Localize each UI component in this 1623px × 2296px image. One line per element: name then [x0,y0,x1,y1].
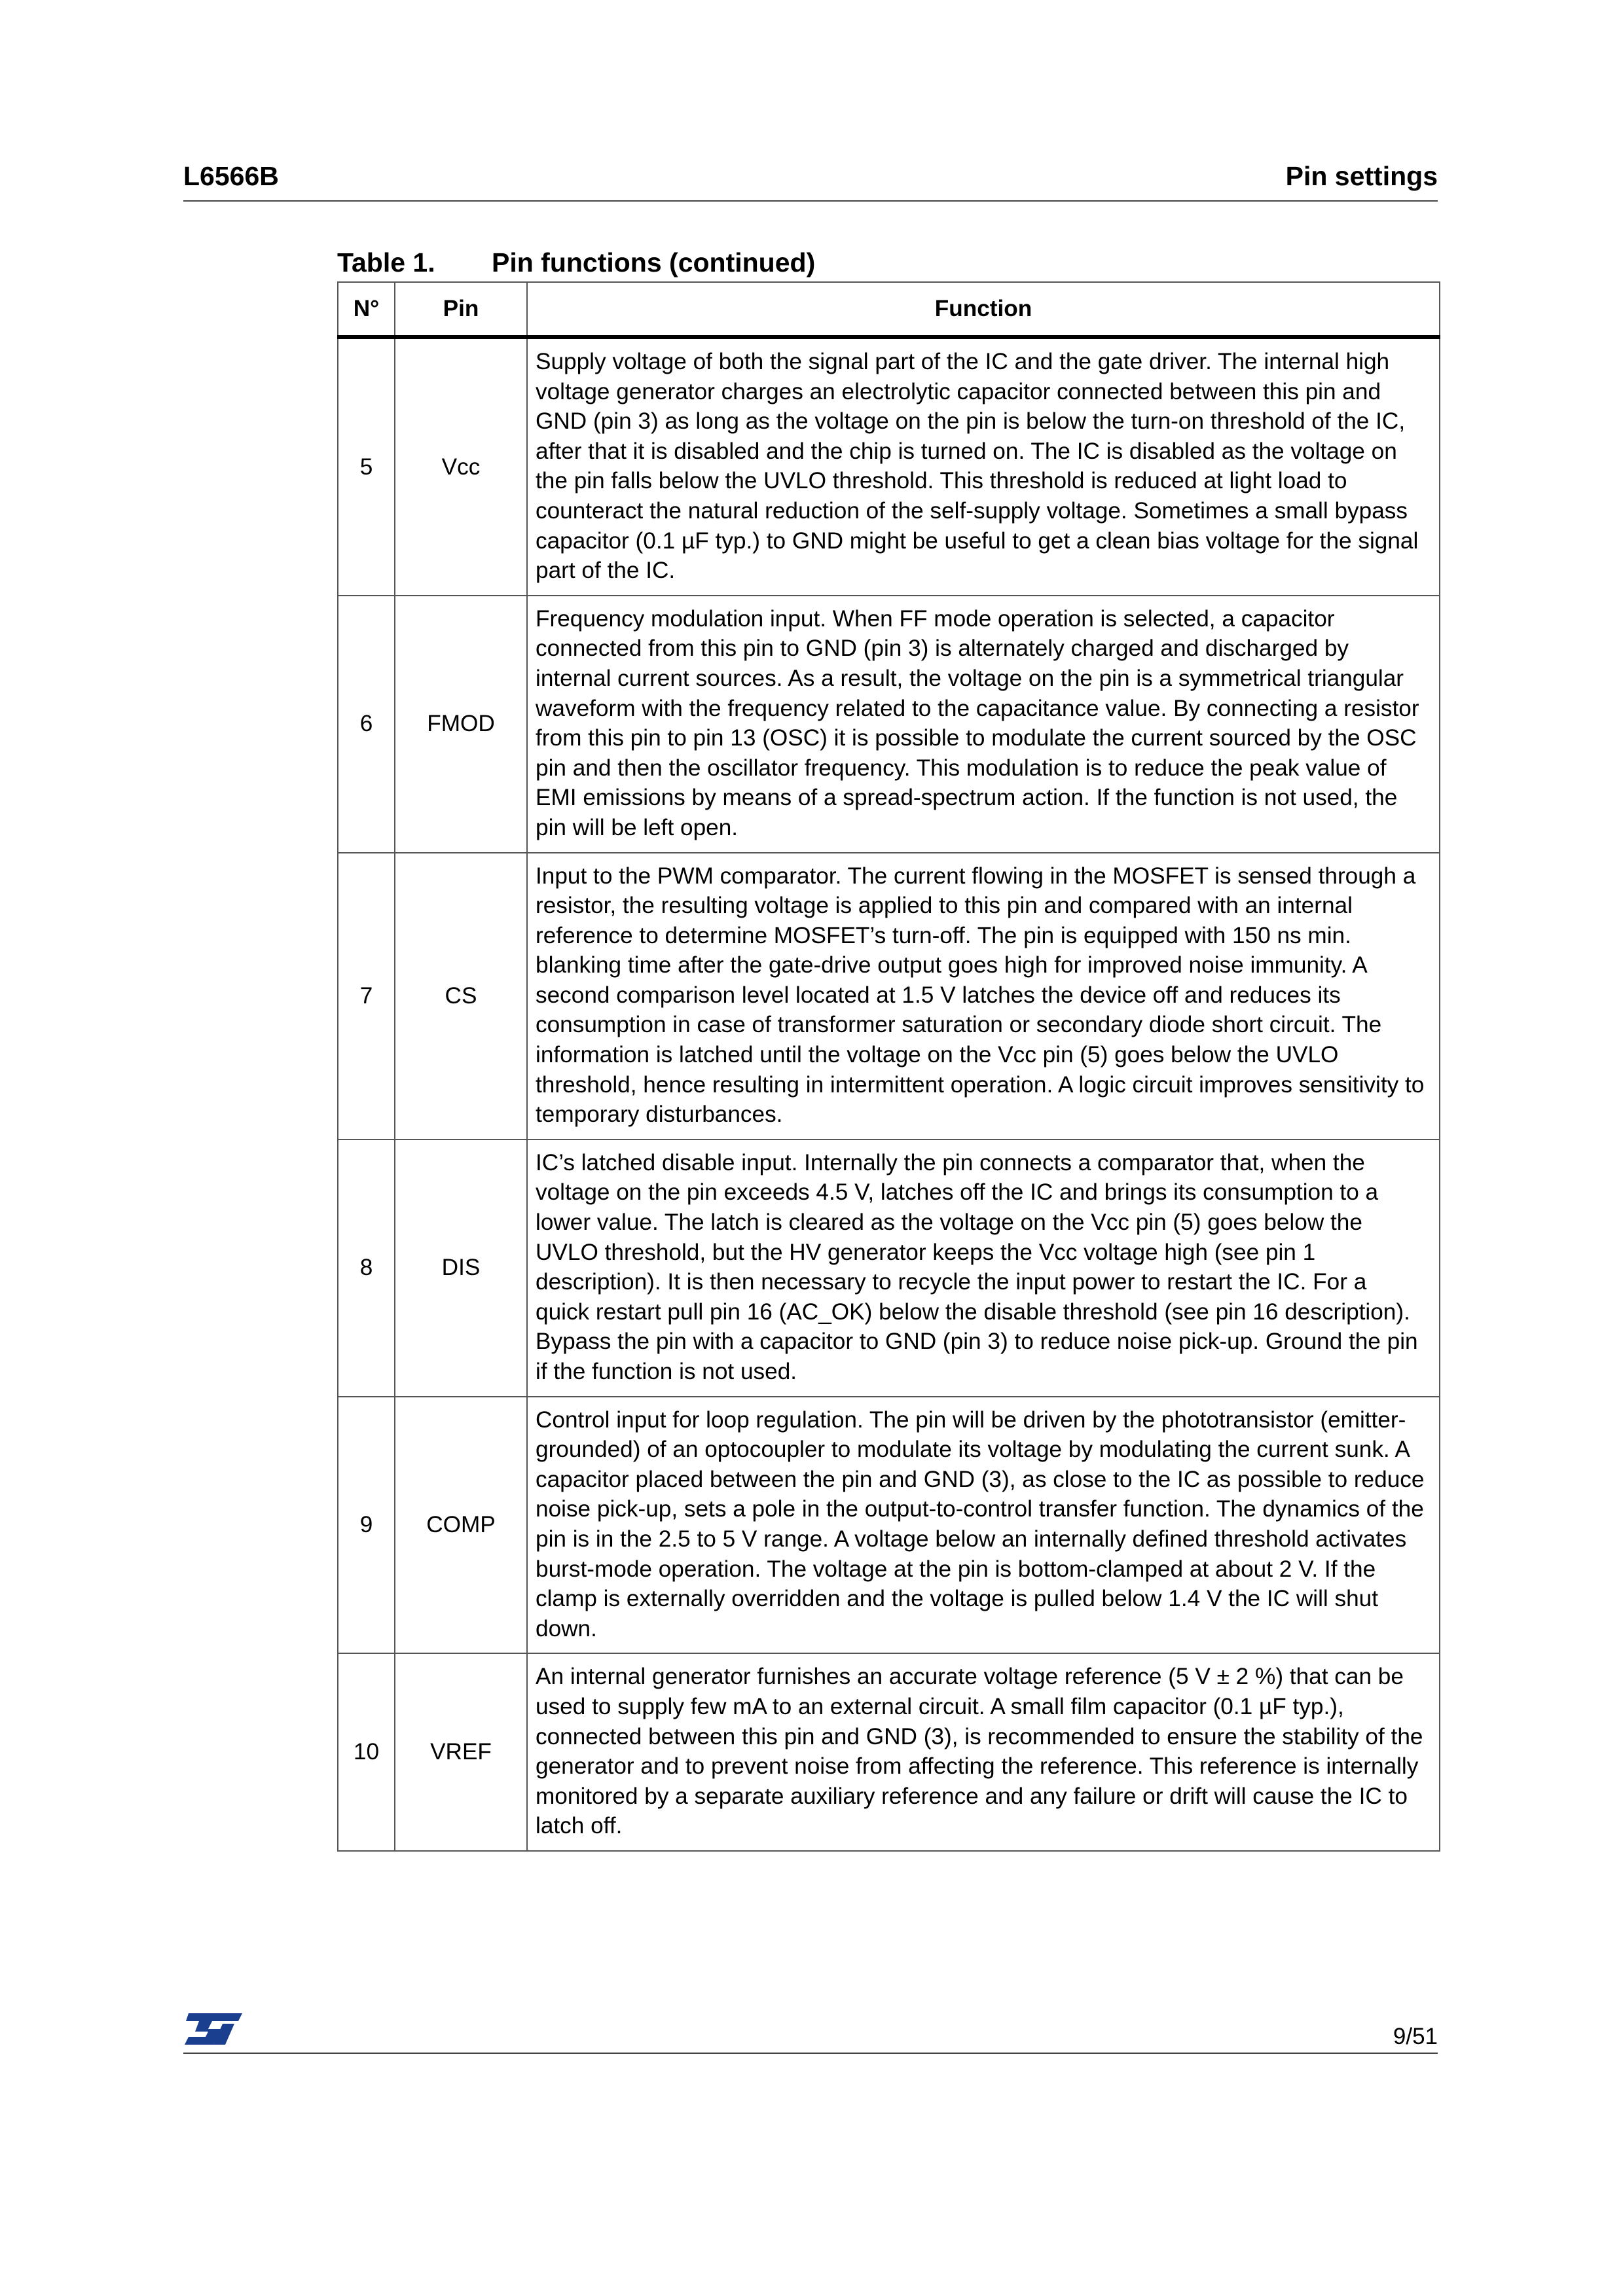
pin-name: COMP [395,1397,527,1654]
table-row [338,337,1440,596]
table-row [338,1653,1440,1851]
pin-name: DIS [395,1139,527,1397]
pin-name: CS [395,853,527,1139]
pin-name: FMOD [395,596,527,853]
page-number: 9/51 [1393,2024,1438,2049]
table-row [338,1397,1440,1654]
table-caption [337,247,815,278]
pin-number: 9 [338,1397,395,1654]
pin-function: Control input for loop regulation. The pin will be driven by the phototransistor (emitter-grounded) of an optocoupler to modulate its voltage by modulating the current sunk. A capacitor placed between the pin and GND (3), as close to the IC as possible to reduce noise pick-up, sets a pole in the output-to-control transfer function. The dynamics of the pin is in the 2.5 to 5 V range. A voltage below an internally defined threshold activates burst-mode operation. The voltage at the pin is bottom-clamped at about 2 V. If the clamp is externally overridden and the voltage is pulled below 1.4 V the IC will shut down. [527,1397,1440,1654]
column-header-pin: Pin [395,282,527,337]
document-id: L6566B [183,161,279,191]
table-caption-number: Table 1. [337,247,435,278]
pin-number: 7 [338,853,395,1139]
pin-name: VREF [395,1653,527,1851]
pin-number: 10 [338,1653,395,1851]
pin-number: 8 [338,1139,395,1397]
pin-number: 6 [338,596,395,853]
footer-divider [183,2053,1438,2054]
table-caption-title: Pin functions (continued) [492,247,816,278]
pin-function: Supply voltage of both the signal part of the IC and the gate driver. The internal high voltage generator charges an electrolytic capacitor connected between this pin and GND (pin 3) as long as the voltage on the pin is below the turn-on threshold of the IC, after that it is disabled and the chip is turned on. The IC is disabled as the voltage on the pin falls below the UVLO threshold. This threshold is reduced at light load to counteract the natural reduction of the self-supply voltage. Sometimes a small bypass capacitor (0.1 µF typ.) to GND might be useful to get a clean bias voltage for the signal part of the IC. [527,337,1440,596]
table-header-row [338,282,1440,337]
table-row [338,1139,1440,1397]
pin-functions-table [337,281,1440,1852]
pin-function: IC’s latched disable input. Internally the pin connects a comparator that, when the voltage on the pin exceeds 4.5 V, latches off the IC and brings its consumption to a lower value. The latch is cleared as the voltage on the Vcc pin (5) goes below the UVLO threshold, but the HV generator keeps the Vcc voltage high (see pin 1 description). It is then necessary to recycle the input power to restart the IC. For a quick restart pull pin 16 (AC_OK) below the disable threshold (see pin 16 description). Bypass the pin with a capacitor to GND (pin 3) to reduce noise pick-up. Ground the pin if the function is not used. [527,1139,1440,1397]
column-header-number: N° [338,282,395,337]
pin-function: Input to the PWM comparator. The current flowing in the MOSFET is sensed through a resistor, the resulting voltage is applied to this pin and compared with an internal reference to determine MOSFET’s turn-off. The pin is equipped with 150 ns min. blanking time after the gate-drive output goes high for improved noise immunity. A second comparison level located at 1.5 V latches the device off and reduces its consumption in case of transformer saturation or secondary diode short circuit. The information is latched until the voltage on the Vcc pin (5) goes below the UVLO threshold, hence resulting in intermittent operation. A logic circuit improves sensitivity to temporary disturbances. [527,853,1440,1139]
pin-function: An internal generator furnishes an accurate voltage reference (5 V ± 2 %) that can be used to supply few mA to an external circuit. A small film capacitor (0.1 µF typ.), connected between this pin and GND (3), is recommended to ensure the stability of the generator and to prevent noise from affecting the reference. This reference is internally monitored by a separate auxiliary reference and any failure or drift will cause the IC to latch off. [527,1653,1440,1851]
st-logo-icon [182,2009,245,2049]
pin-number: 5 [338,337,395,596]
table-row [338,596,1440,853]
column-header-function: Function [527,282,1440,337]
table-row [338,853,1440,1139]
header-divider [183,200,1438,202]
pin-function: Frequency modulation input. When FF mode operation is selected, a capacitor connected from this pin to GND (pin 3) is alternately charged and discharged by internal current sources. As a result, the voltage on the pin is a symmetrical triangular waveform with the frequency related to the capacitance value. By connecting a resistor from this pin to pin 13 (OSC) it is possible to modulate the current sourced by the OSC pin and then the oscillator frequency. This modulation is to reduce the peak value of EMI emissions by means of a spread-spectrum action. If the function is not used, the pin will be left open. [527,596,1440,853]
pin-name: Vcc [395,337,527,596]
section-title: Pin settings [1285,161,1438,191]
